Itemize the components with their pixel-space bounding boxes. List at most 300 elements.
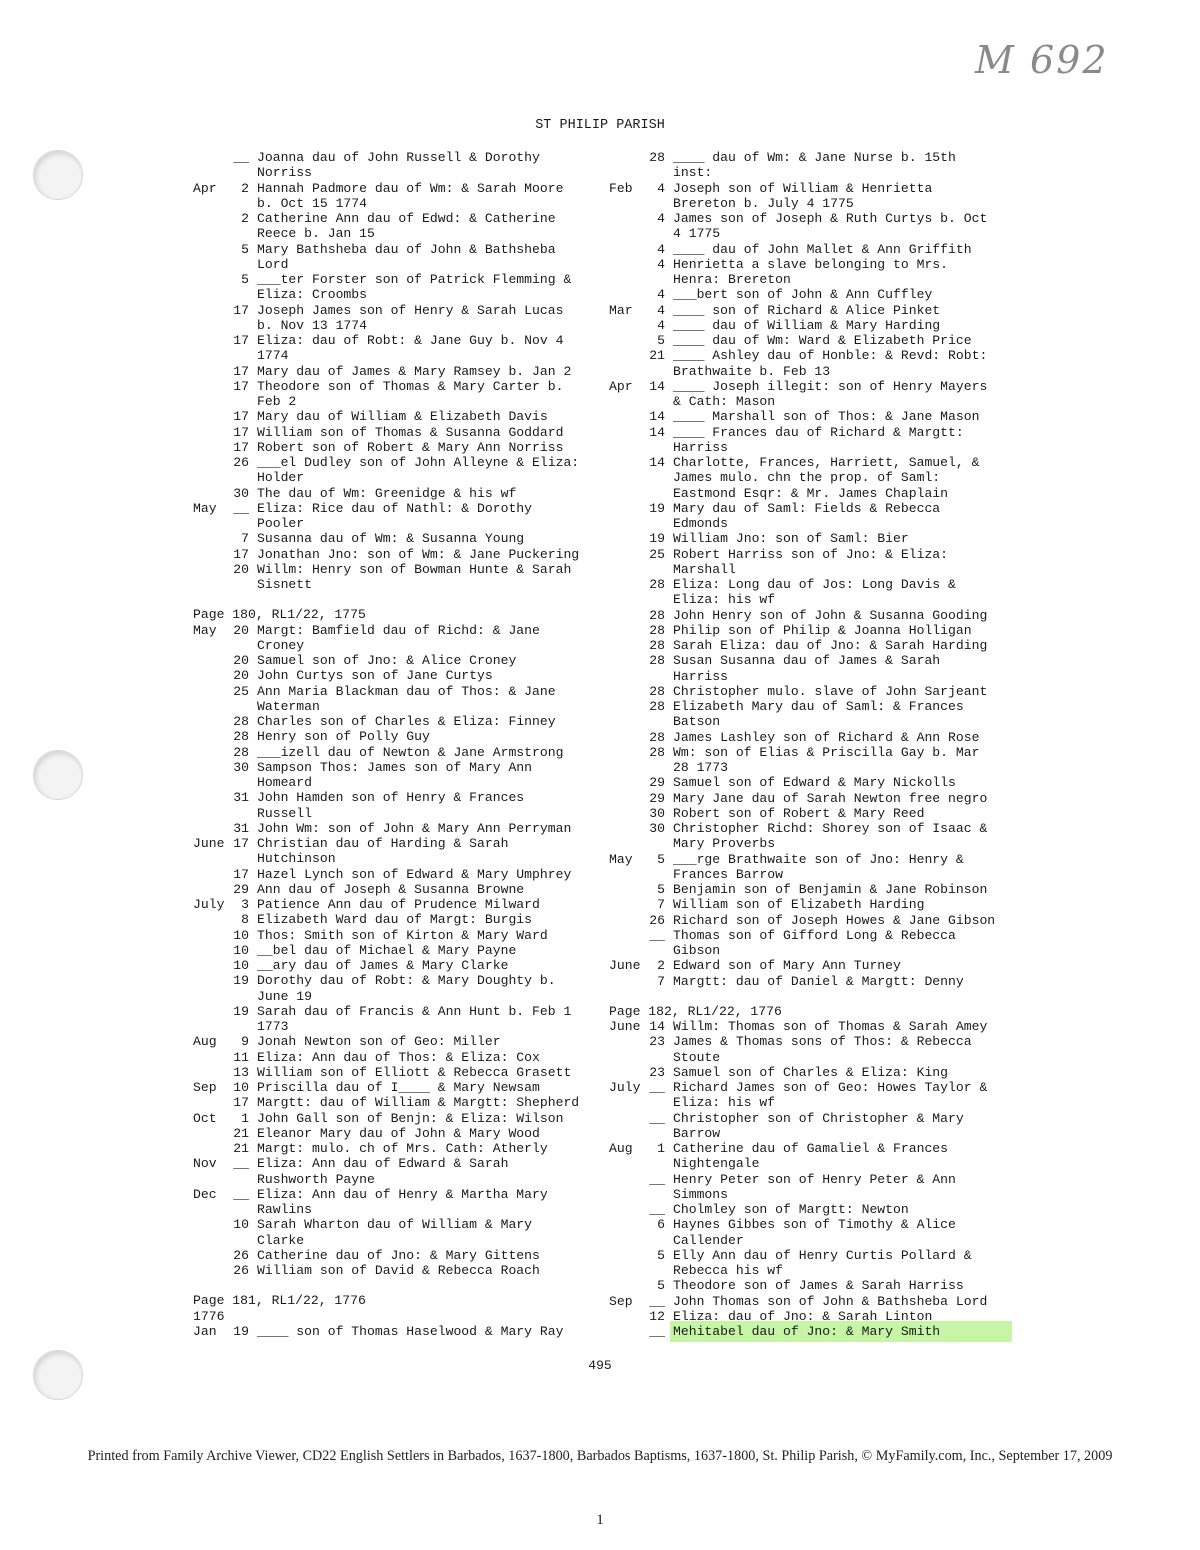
baptism-entry <box>193 1065 593 1080</box>
entry-day: 17 <box>233 333 249 348</box>
baptism-entry <box>609 730 1009 745</box>
entry-text: Ann Maria Blackman dau of Thos: & Jane Waterman <box>257 683 556 714</box>
entry-day: 20 <box>233 668 249 684</box>
baptism-entry <box>193 425 593 440</box>
entry-text: William son of Elliott & Rebecca Grasett <box>257 1064 572 1080</box>
baptism-entry <box>193 745 593 760</box>
entry-day: 17 <box>233 1095 249 1111</box>
entry-text: Jonathan Jno: son of Wm: & Jane Puckering <box>257 546 580 562</box>
section-gap <box>609 989 1009 1004</box>
baptism-entry <box>193 684 593 715</box>
entry-day: 19 <box>649 500 665 516</box>
entry-text: John Wm: son of John & Mary Ann Perryman <box>257 820 572 836</box>
entry-day: 17 <box>233 363 249 379</box>
entry-day: 28 <box>233 714 249 729</box>
baptism-entry <box>609 974 1009 989</box>
baptism-entry <box>193 303 593 334</box>
page-number: 495 <box>588 1358 612 1373</box>
baptism-entry <box>609 211 1009 242</box>
entry-day: 4 <box>657 287 665 303</box>
entry-day: 28 <box>649 150 665 165</box>
entry-day: __ <box>649 1324 665 1339</box>
entry-text: ___bert son of John & Ann Cuffley <box>673 287 933 303</box>
entry-day: 17 <box>233 546 249 562</box>
entry-day: 25 <box>233 683 249 699</box>
entry-day: 13 <box>233 1064 249 1080</box>
entry-day: 25 <box>649 546 665 562</box>
entry-day: 5 <box>657 333 665 348</box>
baptism-entry <box>609 1141 1009 1172</box>
baptism-entry <box>609 684 1009 699</box>
baptism-entry <box>609 547 1009 578</box>
entry-text: Thomas son of Gifford Long & Rebecca Gibson <box>673 927 956 958</box>
print-footer: Printed from Family Archive Viewer, CD22 English Settlers in Barbados, 1637-1800, Barbados Baptisms, 1637-1800, St. Philip Parish, © MyFamily.com, Inc., September 17, 2009 <box>87 1448 1113 1464</box>
entry-text: Joanna dau of John Russell & Dorothy Norriss <box>257 150 540 181</box>
entry-month: Jan <box>193 1323 217 1339</box>
entry-text: Cholmley son of Margtt: Newton <box>673 1202 909 1217</box>
entry-text: Margtt: dau of William & Margtt: Shepherd <box>257 1095 580 1111</box>
entry-day: 28 <box>649 607 665 623</box>
entry-day: __ <box>649 1171 665 1187</box>
baptism-entry <box>193 562 593 593</box>
entry-day: 4 <box>657 211 665 226</box>
entry-month: Oct <box>193 1110 217 1126</box>
entry-text: Theodore son of James & Sarah Harriss <box>673 1278 964 1294</box>
entry-text: Catherine dau of Gamaliel & Frances Nightengale <box>673 1141 949 1172</box>
baptism-entry <box>609 1278 1009 1293</box>
entry-day: 17 <box>233 424 249 440</box>
entry-text: Hazel Lynch son of Edward & Mary Umphrey <box>257 866 572 882</box>
entry-day: 17 <box>233 302 249 318</box>
entry-text: ____ Joseph illegit: son of Henry Mayers & Cath: Mason <box>673 378 988 409</box>
baptism-entry <box>609 318 1009 333</box>
entry-text: Susanna dau of Wm: & Susanna Young <box>257 531 525 547</box>
entry-day: 28 <box>649 744 665 760</box>
baptism-entry <box>193 790 593 821</box>
baptism-entry <box>609 958 1009 973</box>
baptism-entry <box>609 775 1009 790</box>
baptism-entry <box>609 1217 1009 1248</box>
entry-text: Sarah Wharton dau of William & Mary Clarke <box>257 1217 533 1248</box>
entry-day: 28 <box>649 638 665 653</box>
entry-day: 20 <box>233 622 249 638</box>
entry-text: Catherine dau of Jno: & Mary Gittens <box>257 1247 540 1263</box>
entry-text: Sampson Thos: James son of Mary Ann Homeard <box>257 759 533 790</box>
entry-day: 9 <box>241 1034 249 1050</box>
baptism-entry <box>609 348 1009 379</box>
entry-day: 17 <box>233 836 249 851</box>
baptism-entry <box>193 1034 593 1049</box>
entry-text: ____ dau of John Mallet & Ann Griffith <box>673 241 972 257</box>
baptism-entry <box>609 1202 1009 1217</box>
entry-day: __ <box>649 1202 665 1217</box>
entry-text: Samuel son of Charles & Eliza: King <box>673 1064 949 1080</box>
baptism-entry <box>193 1126 593 1141</box>
baptism-entry <box>609 150 1009 181</box>
entry-day: 26 <box>233 455 249 470</box>
entry-month: Dec <box>193 1186 217 1202</box>
entry-month: June <box>609 1019 641 1034</box>
baptism-entry <box>609 379 1009 410</box>
entry-day: 4 <box>657 256 665 272</box>
entry-day: 29 <box>649 790 665 806</box>
baptism-entry <box>193 1050 593 1065</box>
entry-day: 21 <box>233 1125 249 1141</box>
entry-text: Wm: son of Elias & Priscilla Gay b. Mar 28 1773 <box>673 744 980 775</box>
entry-day: 28 <box>649 622 665 638</box>
entry-text: Margt: mulo. ch of Mrs. Cath: Atherly <box>257 1141 548 1156</box>
baptism-entry <box>609 1294 1009 1309</box>
entry-text: Robert son of Robert & Mary Ann Norriss <box>257 439 564 455</box>
entry-day: 28 <box>649 683 665 699</box>
entry-text: John Hamden son of Henry & Frances Russell <box>257 790 525 821</box>
baptism-entry <box>193 623 593 654</box>
binder-hole <box>33 750 83 800</box>
baptism-entry <box>609 1111 1009 1142</box>
entry-text: __bel dau of Michael & Mary Payne <box>257 942 517 958</box>
entry-day: 17 <box>233 409 249 425</box>
entry-text: Mary Jane dau of Sarah Newton free negro <box>673 790 988 806</box>
entry-day: 10 <box>233 1217 249 1233</box>
entry-day: 23 <box>649 1034 665 1050</box>
baptism-entry <box>609 287 1009 302</box>
entry-month: July <box>609 1080 641 1095</box>
entry-day: __ <box>649 1110 665 1126</box>
page-reference-heading: Page 182, RL1/22, 1776 <box>609 1003 782 1019</box>
baptism-entry <box>609 623 1009 638</box>
entry-text: ____ dau of Wm: Ward & Elizabeth Price <box>673 333 972 348</box>
entry-text: ___rge Brathwaite son of Jno: Henry & Frances Barrow <box>673 851 964 882</box>
baptism-entry <box>193 928 593 943</box>
entry-day: 28 <box>233 744 249 760</box>
baptism-entry <box>193 653 593 668</box>
entry-day: 26 <box>649 912 665 928</box>
entry-month: Aug <box>609 1141 633 1156</box>
entry-day: 19 <box>233 973 249 989</box>
section-gap <box>193 592 593 607</box>
baptism-entry <box>193 333 593 364</box>
entry-day: 5 <box>657 851 665 867</box>
baptism-entry <box>193 821 593 836</box>
baptism-entry <box>609 882 1009 897</box>
baptism-entry <box>193 409 593 424</box>
entry-text: Margt: Bamfield dau of Richd: & Jane Croney <box>257 622 540 653</box>
entry-text: Mary dau of James & Mary Ramsey b. Jan 2 <box>257 363 572 379</box>
entry-text: ___ter Forster son of Patrick Flemming & Eliza: Croombs <box>257 272 572 303</box>
entry-text: Mary dau of Saml: Fields & Rebecca Edmonds <box>673 500 941 531</box>
baptism-entry <box>609 745 1009 776</box>
entry-day: 14 <box>649 424 665 440</box>
entry-text: Susan Susanna dau of James & Sarah Harriss <box>673 653 941 684</box>
entry-text: Eliza: Ann dau of Thos: & Eliza: Cox <box>257 1049 540 1065</box>
entry-day: 17 <box>233 866 249 882</box>
entry-text: James & Thomas sons of Thos: & Rebecca Stoute <box>673 1034 972 1065</box>
entry-text: William son of Thomas & Susanna Goddard <box>257 424 564 440</box>
baptism-entry <box>193 501 593 532</box>
entry-day: 5 <box>657 882 665 897</box>
entry-day: 28 <box>649 653 665 669</box>
entry-month: Mar <box>609 302 633 318</box>
entry-text: Priscilla dau of I____ & Mary Newsam <box>257 1080 540 1095</box>
page-reference-heading: Page 180, RL1/22, 1775 <box>193 607 366 623</box>
baptism-entry <box>193 379 593 410</box>
entry-day: 21 <box>233 1141 249 1156</box>
entry-text: Ann dau of Joseph & Susanna Browne <box>257 881 525 897</box>
entry-text: ____ dau of Wm: & Jane Nurse b. 15th inst: <box>673 150 956 181</box>
entry-text: Robert son of Robert & Mary Reed <box>673 805 925 821</box>
baptism-entry <box>193 882 593 897</box>
entry-text: Elizabeth Mary dau of Saml: & Frances Batson <box>673 699 964 730</box>
entry-text: Henry son of Polly Guy <box>257 729 430 745</box>
baptism-entry <box>609 806 1009 821</box>
entry-day: 4 <box>657 302 665 318</box>
entry-day: __ <box>233 1156 249 1172</box>
entry-text: Eliza: Ann dau of Henry & Martha Mary Rawlins <box>257 1186 548 1217</box>
entry-day: 14 <box>649 1019 665 1034</box>
entry-day: 29 <box>233 881 249 897</box>
entry-day: 10 <box>233 927 249 943</box>
baptism-entry <box>193 181 593 212</box>
baptism-entry <box>193 912 593 927</box>
entry-day: 26 <box>233 1263 249 1278</box>
entry-text: Christopher son of Christopher & Mary Barrow <box>673 1110 964 1141</box>
entry-text: James Lashley son of Richard & Ann Rose <box>673 729 980 745</box>
entry-day: 14 <box>649 409 665 425</box>
entry-month: Apr <box>609 378 633 394</box>
entry-month: Sep <box>193 1080 217 1095</box>
entry-day: 14 <box>649 378 665 394</box>
entry-day: 31 <box>233 790 249 806</box>
baptism-entry <box>193 150 593 181</box>
entry-day: 4 <box>657 180 665 196</box>
baptism-entry <box>609 653 1009 684</box>
entry-month: Nov <box>193 1156 217 1172</box>
entry-text: Haynes Gibbes son of Timothy & Alice Callender <box>673 1217 956 1248</box>
entry-text: John Gall son of Benjn: & Eliza: Wilson <box>257 1110 564 1126</box>
entry-day: 20 <box>233 561 249 577</box>
baptism-entry <box>609 257 1009 288</box>
binder-hole <box>33 150 83 200</box>
entry-day: 17 <box>233 439 249 455</box>
entry-text: Hannah Padmore dau of Wm: & Sarah Moore b. Oct 15 1774 <box>257 180 564 211</box>
baptism-entry <box>193 1248 593 1263</box>
entry-day: 31 <box>233 820 249 836</box>
baptism-entry <box>193 364 593 379</box>
baptism-entry <box>193 1080 593 1095</box>
entry-day: 23 <box>649 1064 665 1080</box>
entry-day: 26 <box>233 1247 249 1263</box>
entry-day: 8 <box>241 912 249 928</box>
entry-day: 5 <box>657 1278 665 1294</box>
entry-text: Joseph son of William & Henrietta Brereton b. July 4 1775 <box>673 180 933 211</box>
entry-text: Samuel son of Edward & Mary Nickolls <box>673 775 956 791</box>
entry-text: John Curtys son of Jane Curtys <box>257 668 493 684</box>
entry-day: 28 <box>649 699 665 714</box>
entry-day: 7 <box>657 973 665 989</box>
entry-text: Henry Peter son of Henry Peter & Ann Simmons <box>673 1171 956 1202</box>
baptism-entry <box>193 531 593 546</box>
entry-text: Eliza: Long dau of Jos: Long Davis & Eliza: his wf <box>673 577 956 608</box>
entry-month: June <box>609 958 641 974</box>
baptism-entry <box>193 1187 593 1218</box>
entry-text: Willm: Henry son of Bowman Hunte & Sarah Sisnett <box>257 561 572 592</box>
baptism-entry <box>193 867 593 882</box>
baptism-entry <box>609 425 1009 456</box>
entry-day: 29 <box>649 775 665 791</box>
entry-text: ___el Dudley son of John Alleyne & Eliza: Holder <box>257 455 580 486</box>
entry-text: Eliza: dau of Robt: & Jane Guy b. Nov 4 1774 <box>257 333 564 364</box>
entry-day: 30 <box>649 805 665 821</box>
entry-day: 30 <box>649 821 665 836</box>
entry-day: 12 <box>649 1308 665 1324</box>
entry-month: June <box>193 836 225 851</box>
entry-day: 7 <box>657 897 665 913</box>
baptism-entry <box>609 409 1009 424</box>
entry-text: Mary Bathsheba dau of John & Bathsheba Lord <box>257 241 556 272</box>
baptism-entry <box>609 242 1009 257</box>
baptism-entry <box>609 303 1009 318</box>
entry-day: 10 <box>233 942 249 958</box>
entry-month: May <box>609 851 633 867</box>
entry-month: May <box>193 622 217 638</box>
entry-month: Aug <box>193 1034 217 1050</box>
entry-text: John Henry son of John & Susanna Gooding <box>673 607 988 623</box>
entry-text: Joseph James son of Henry & Sarah Lucas b. Nov 13 1774 <box>257 302 564 333</box>
entry-text: Elly Ann dau of Henry Curtis Pollard & Rebecca his wf <box>673 1247 972 1278</box>
baptism-entry <box>193 958 593 973</box>
entry-day: 2 <box>657 958 665 974</box>
entry-day: __ <box>649 1293 665 1309</box>
entry-text: Eliza: Rice dau of Nathl: & Dorothy Pooler <box>257 500 533 531</box>
entry-day: 2 <box>241 180 249 196</box>
entry-day: 30 <box>233 759 249 775</box>
entry-day: 5 <box>241 241 249 257</box>
entry-text: Benjamin son of Benjamin & Jane Robinson <box>673 882 988 897</box>
baptism-entry <box>609 455 1009 501</box>
entry-text: Philip son of Philip & Joanna Holligan <box>673 622 972 638</box>
entry-text: William son of Elizabeth Harding <box>673 897 925 913</box>
entry-day: 4 <box>657 241 665 257</box>
entry-text: Eleanor Mary dau of John & Mary Wood <box>257 1125 540 1141</box>
baptism-entry <box>609 531 1009 546</box>
baptism-entry <box>609 852 1009 883</box>
baptism-entry <box>609 1019 1009 1034</box>
entry-month: Feb <box>609 180 633 196</box>
entry-text: Thos: Smith son of Kirton & Mary Ward <box>257 927 548 943</box>
baptism-entry <box>609 1065 1009 1080</box>
entry-text: Catherine Ann dau of Edwd: & Catherine Reece b. Jan 15 <box>257 211 556 242</box>
entry-text: John Thomas son of John & Bathsheba Lord <box>673 1293 988 1309</box>
entry-text: Mehitabel dau of Jno: & Mary Smith <box>673 1324 1009 1339</box>
baptism-entry <box>193 714 593 729</box>
entry-text: Jonah Newton son of Geo: Miller <box>257 1034 501 1050</box>
entry-text: ____ Frances dau of Richard & Margtt: Harriss <box>673 424 964 455</box>
sheet-number: 1 <box>596 1512 604 1528</box>
entry-month: Sep <box>609 1293 633 1309</box>
entry-text: Charles son of Charles & Eliza: Finney <box>257 714 556 729</box>
baptism-entry <box>193 1111 593 1126</box>
entry-day: 28 <box>233 729 249 745</box>
entry-text: Sarah dau of Francis & Ann Hunt b. Feb 1 1773 <box>257 1003 572 1034</box>
entry-day: __ <box>233 150 249 165</box>
baptism-entry <box>193 486 593 501</box>
entry-day: 2 <box>241 211 249 226</box>
entry-text: Margtt: dau of Daniel & Margtt: Denny <box>673 973 964 989</box>
entry-day: 10 <box>233 958 249 973</box>
entry-day: 3 <box>241 897 249 912</box>
entry-day: 5 <box>241 272 249 287</box>
entry-text: Mary dau of William & Elizabeth Davis <box>257 409 548 425</box>
entry-day: 17 <box>233 378 249 394</box>
entry-month: Apr <box>193 180 217 196</box>
entry-text: Christian dau of Harding & Sarah Hutchinson <box>257 836 509 867</box>
handwritten-note: M 692 <box>975 38 1109 82</box>
baptism-entry <box>193 547 593 562</box>
entry-day: __ <box>649 927 665 943</box>
baptism-entry <box>609 791 1009 806</box>
entry-day: 19 <box>233 1003 249 1019</box>
entry-month: May <box>193 500 217 516</box>
entry-text: Christopher mulo. slave of John Sarjeant <box>673 683 988 699</box>
baptism-entry <box>193 836 593 867</box>
baptism-entry <box>609 181 1009 212</box>
baptism-entry <box>193 455 593 486</box>
section-gap <box>193 1278 593 1293</box>
baptism-entry <box>609 821 1009 852</box>
page-title: ST PHILIP PARISH <box>535 118 665 133</box>
baptism-entry <box>609 333 1009 348</box>
entry-month: July <box>193 897 225 912</box>
entry-text: Patience Ann dau of Prudence Milward <box>257 897 540 912</box>
baptism-entry <box>193 760 593 791</box>
entry-text: ____ Marshall son of Thos: & Jane Mason <box>673 409 980 425</box>
baptism-entry <box>193 729 593 744</box>
baptism-entry <box>193 1324 593 1339</box>
entry-day: 19 <box>649 531 665 547</box>
baptism-entry <box>609 501 1009 532</box>
entry-text: Dorothy dau of Robt: & Mary Doughty b. June 19 <box>257 973 556 1004</box>
baptism-entry <box>193 897 593 912</box>
entry-text: ____ son of Richard & Alice Pinket <box>673 302 941 318</box>
entry-day: 4 <box>657 317 665 333</box>
baptism-entry <box>609 638 1009 653</box>
entry-text: __ary dau of James & Mary Clarke <box>257 958 509 973</box>
baptism-entry <box>609 608 1009 623</box>
baptism-entry <box>609 1309 1009 1324</box>
entry-day: 1 <box>657 1141 665 1156</box>
entry-text: Richard son of Joseph Howes & Jane Gibson <box>673 912 996 928</box>
entry-text: William son of David & Rebecca Roach <box>257 1263 540 1278</box>
entry-day: __ <box>233 1186 249 1202</box>
entry-day: 21 <box>649 348 665 364</box>
entry-day: __ <box>649 1080 665 1095</box>
entry-text: Elizabeth Ward dau of Margt: Burgis <box>257 912 533 928</box>
entry-day: 11 <box>233 1049 249 1065</box>
baptism-entry <box>193 668 593 683</box>
entry-text: Richard James son of Geo: Howes Taylor & Eliza: his wf <box>673 1080 988 1111</box>
entry-day: 1 <box>241 1110 249 1126</box>
entry-text: ____ dau of William & Mary Harding <box>673 317 941 333</box>
entry-text: William Jno: son of Saml: Bier <box>673 531 909 547</box>
entry-day: 7 <box>241 531 249 547</box>
baptism-entry <box>609 928 1009 959</box>
page-reference-heading: Page 181, RL1/22, 1776 1776 <box>193 1293 366 1324</box>
baptism-entry <box>193 1156 593 1187</box>
entry-day: 28 <box>649 729 665 745</box>
entry-text: Henrietta a slave belonging to Mrs. Henra: Brereton <box>673 256 949 287</box>
baptism-entry <box>193 1095 593 1110</box>
baptism-entry <box>609 1248 1009 1279</box>
